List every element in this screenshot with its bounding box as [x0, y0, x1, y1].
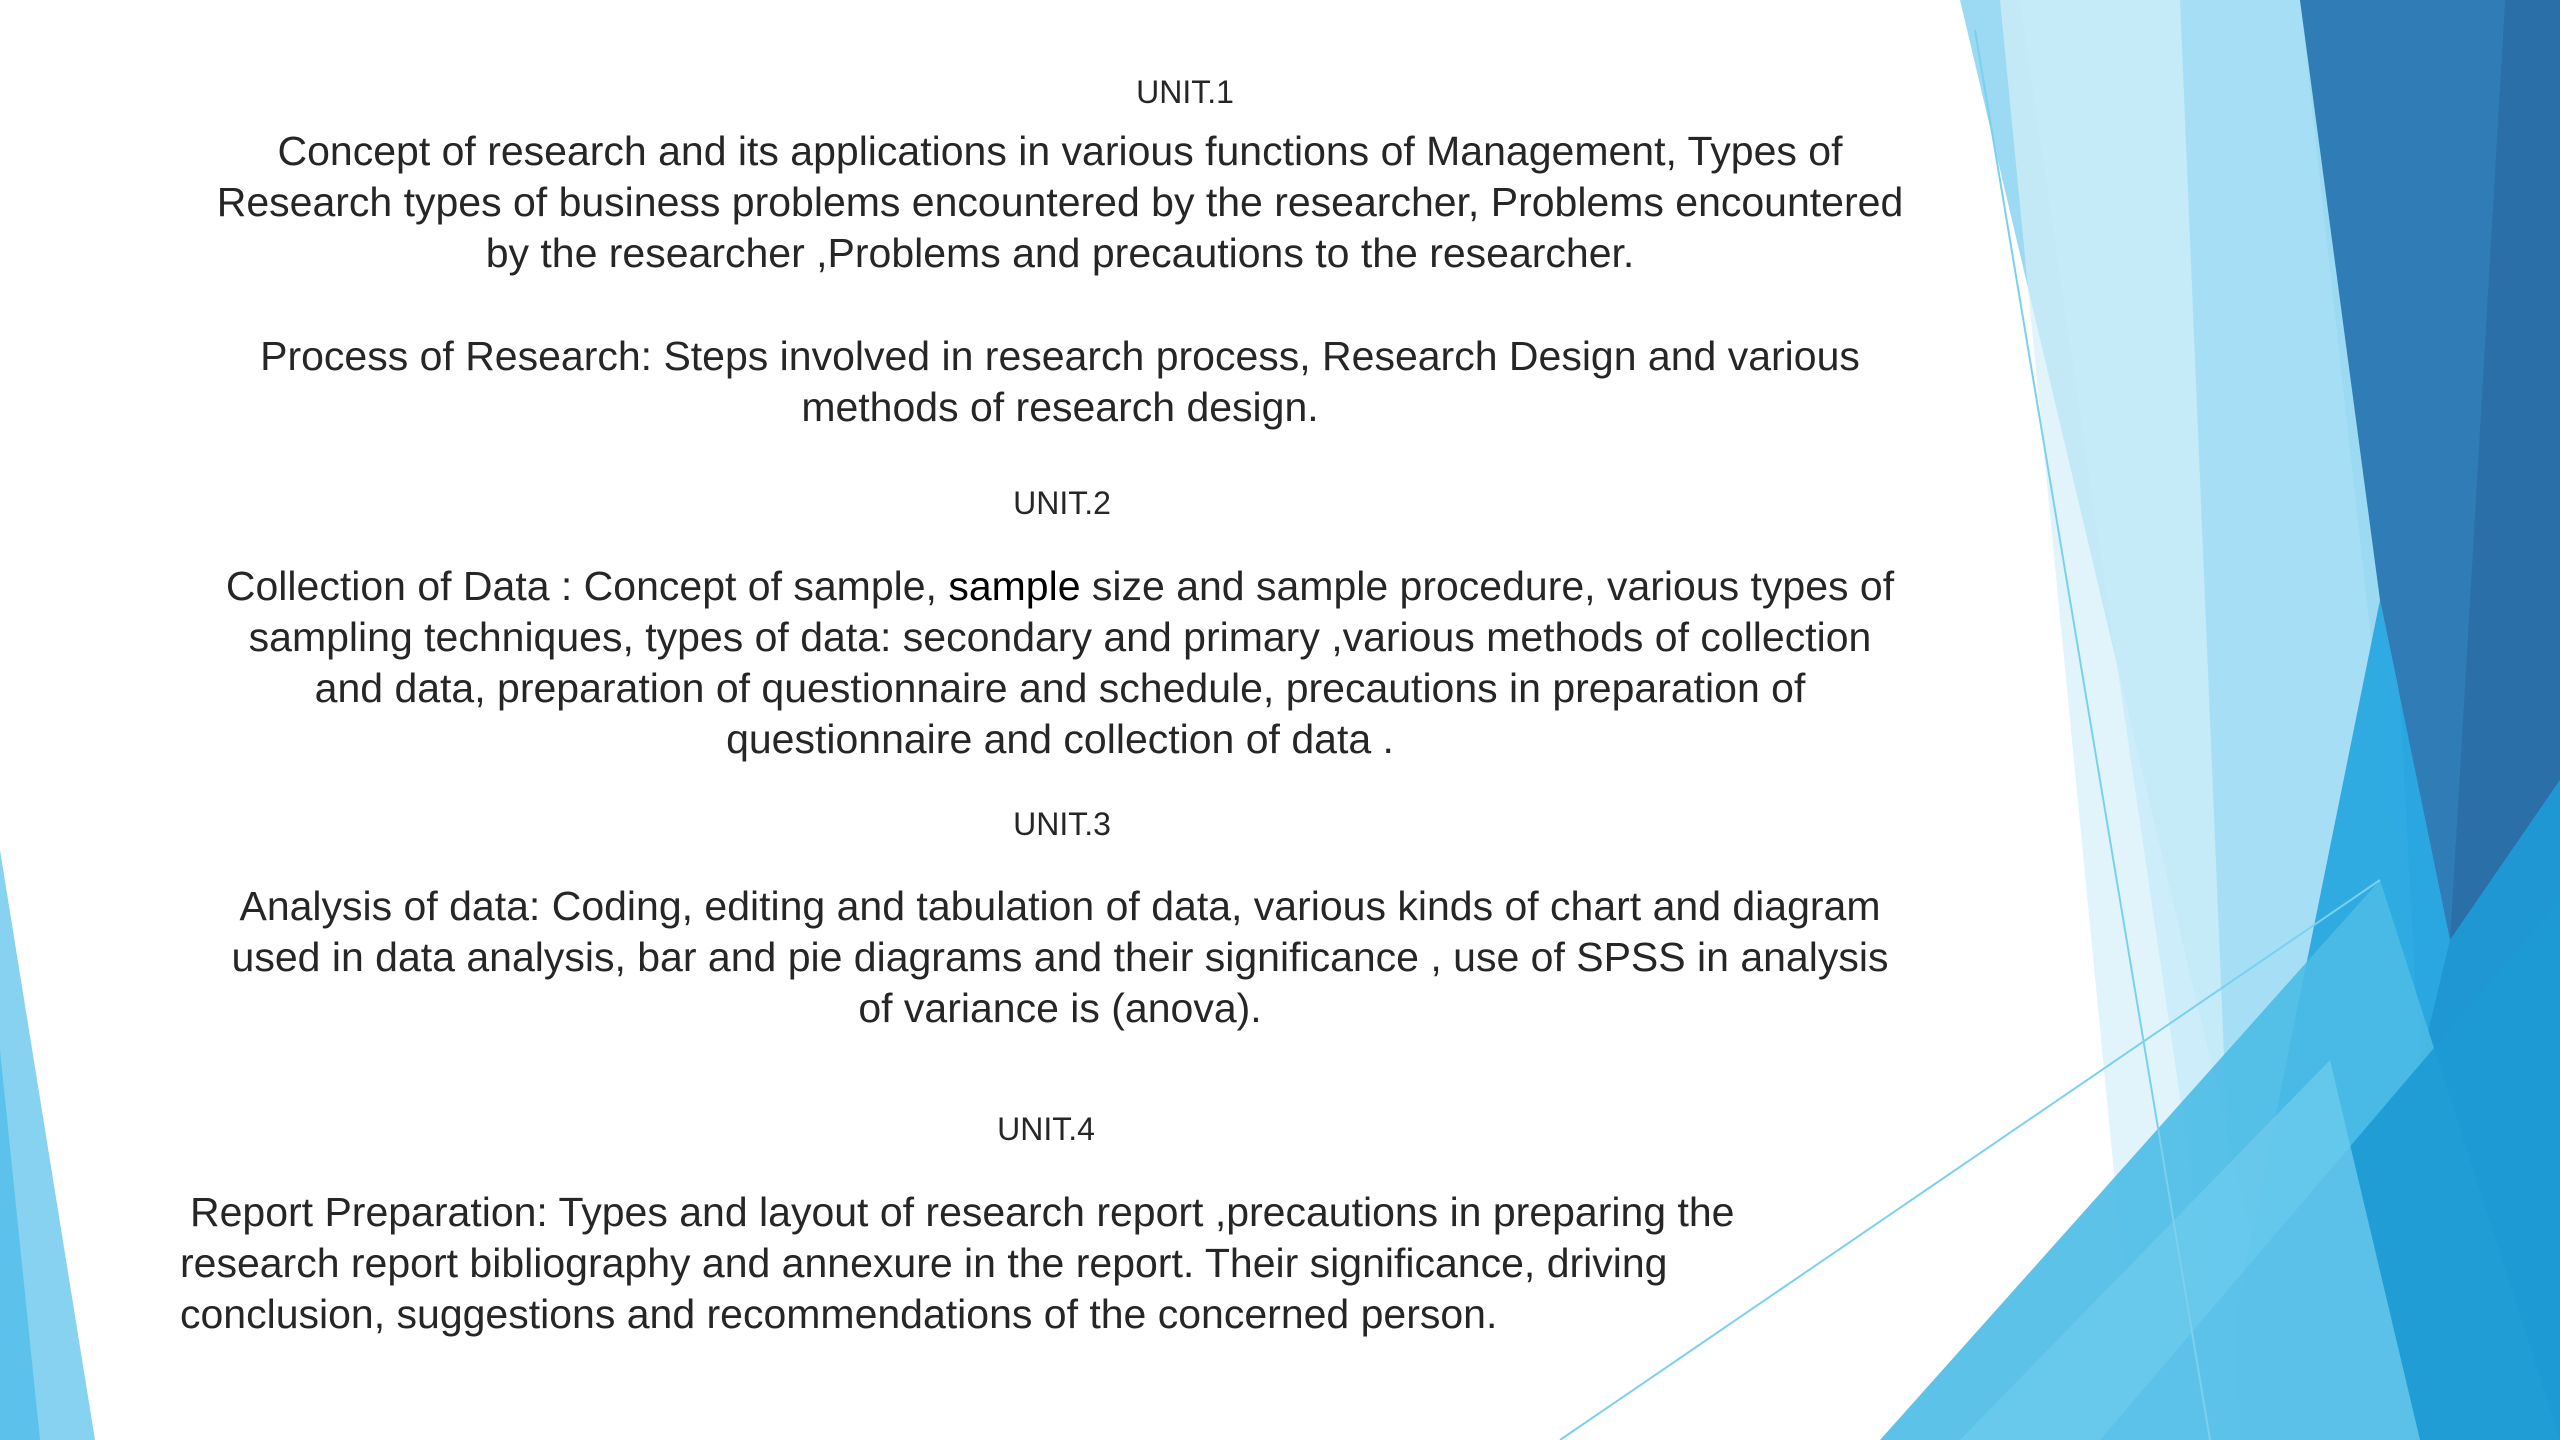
- unit-2-line-1-start: Collection of Data : Concept of sample,: [225, 563, 949, 609]
- unit-3-line: of variance is (anova).: [858, 985, 1262, 1031]
- unit-2-line: and data, preparation of questionnaire and schedule, precautions in preparation of: [314, 665, 1806, 711]
- unit-1-para-1-line: Concept of research and its applications in various functions of Management, Types of: [277, 128, 1843, 174]
- unit-4-line: Report Preparation: Types and layout of research report ,precautions in preparing the: [190, 1189, 1735, 1235]
- unit-1-paragraph-1: [130, 126, 1990, 279]
- unit-2-paragraph: [130, 561, 1990, 765]
- unit-4-line: research report bibliography and annexure in the report. Their significance, driving: [180, 1240, 1668, 1286]
- unit-3-paragraph: [130, 881, 1990, 1034]
- unit-3-line: used in data analysis, bar and pie diagrams and their significance , use of SPSS in analysis: [231, 934, 1889, 980]
- unit-4-paragraph: [180, 1187, 1880, 1340]
- unit-1-heading: UNIT.1: [1136, 74, 1234, 110]
- unit-3-line: Analysis of data: Coding, editing and tabulation of data, various kinds of chart and diagram: [239, 883, 1881, 929]
- unit-2-line-1: [130, 561, 1990, 612]
- unit-4-heading: UNIT.4: [997, 1111, 1095, 1147]
- unit-2-line-1-end: size and sample procedure, various types of: [1080, 563, 1895, 609]
- unit-2-line: sampling techniques, types of data: secondary and primary ,various methods of collection: [248, 614, 1872, 660]
- unit-1-para-2-line: Process of Research: Steps involved in research process, Research Design and various: [260, 333, 1860, 379]
- unit-2-heading: UNIT.2: [1013, 485, 1111, 521]
- unit-4-line: conclusion, suggestions and recommendations of the concerned person.: [180, 1291, 1498, 1337]
- unit-1-para-1-line: Research types of business problems encountered by the researcher, Problems encountered: [216, 179, 1904, 225]
- unit-1-para-2-line: methods of research design.: [801, 384, 1319, 430]
- unit-1-paragraph-2: [130, 331, 1990, 433]
- unit-1-para-1-line: by the researcher ,Problems and precautions to the researcher.: [485, 230, 1635, 276]
- unit-2-line: questionnaire and collection of data .: [726, 716, 1394, 762]
- unit-2-line-1-emphasis: sample: [948, 563, 1081, 609]
- unit-3-heading: UNIT.3: [1013, 806, 1111, 842]
